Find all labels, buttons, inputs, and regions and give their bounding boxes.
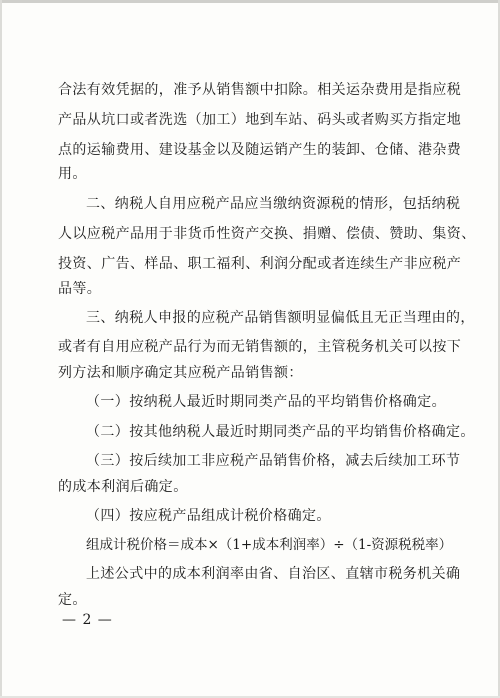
formula-line: 组成计税价格＝成本×（1+成本利润率）÷（1-资源税税率） <box>86 537 453 553</box>
text-line: 人以应税产品用于非货币性资产交换、捐赠、偿债、赞助、集资、 <box>58 226 476 242</box>
text-line: 或者有自用应税产品行为而无销售额的，主管税务机关可以按下 <box>58 339 462 355</box>
text-line: 投资、广告、样品、职工福利、利润分配或者连续生产非应税产 <box>58 256 462 272</box>
text-line: 列方法和顺序确定其应税产品销售额： <box>58 365 303 381</box>
text-line: 的成本利润后确定。 <box>58 479 188 495</box>
text-line: （四）按应税产品组成计税价格确定。 <box>86 508 331 524</box>
text-line: 点的运输费用、建设基金以及随运销产生的装卸、仓储、港杂费 <box>58 142 462 158</box>
text-line: （二）按其他纳税人最近时期同类产品的平均销售价格确定。 <box>86 424 475 440</box>
text-line: 产品从坑口或者洗选（加工）地到车站、码头或者购买方指定地 <box>58 112 462 128</box>
text-line: 品等。 <box>58 281 102 297</box>
text-line: 用。 <box>58 166 87 182</box>
text-line: 上述公式中的成本利润率由省、自治区、直辖市税务机关确 <box>86 566 461 582</box>
text-line: （三）按后续加工非应税产品销售价格，减去后续加工环节 <box>86 453 461 469</box>
text-line: 二、纳税人自用应税产品应当缴纳资源税的情形，包括纳税 <box>86 196 461 212</box>
text-line: 定。 <box>58 592 87 608</box>
scan-edge-top <box>0 0 500 3</box>
text-line: （一）按纳税人最近时期同类产品的平均销售价格确定。 <box>86 394 446 410</box>
page-number: — 2 — <box>62 612 113 628</box>
scan-edge-left <box>0 0 2 698</box>
text-line: 合法有效凭据的，准予从销售额中扣除。相关运杂费用是指应税 <box>58 82 462 98</box>
text-line: 三、纳税人申报的应税产品销售额明显偏低且无正当理由的， <box>86 310 475 326</box>
